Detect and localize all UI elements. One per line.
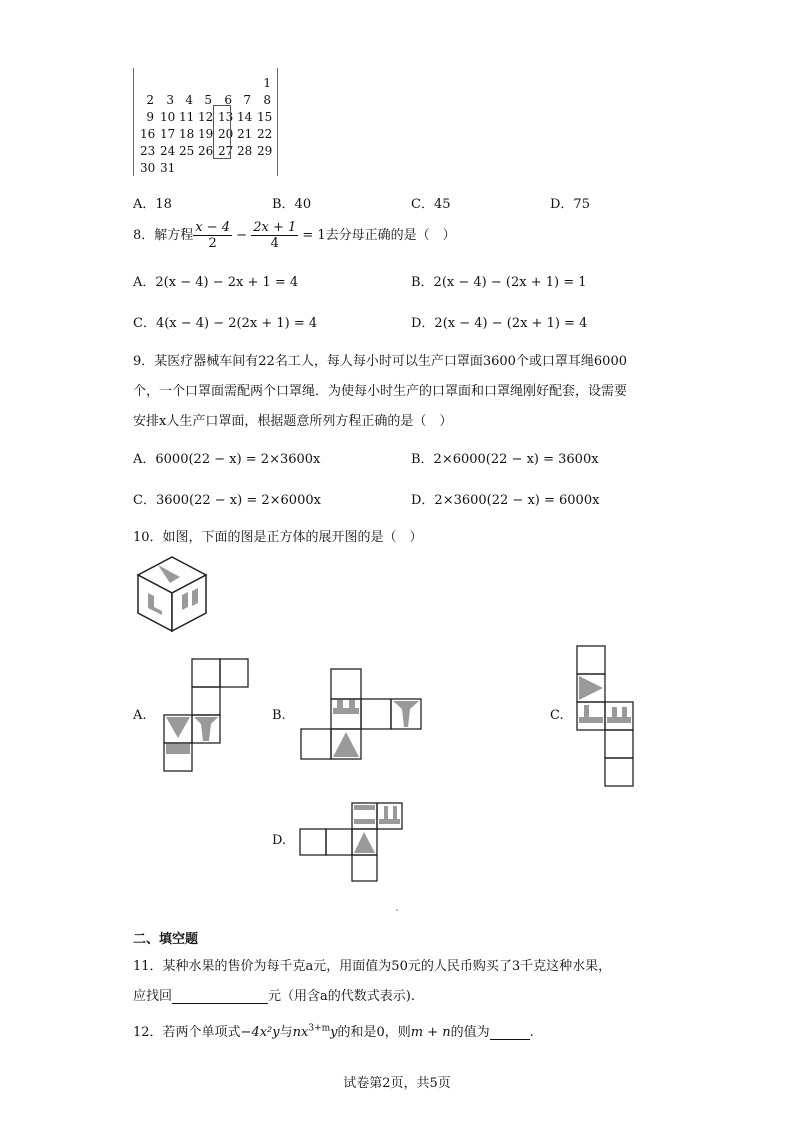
calendar-day: 29 [257,144,273,158]
calendar-day: 15 [257,110,273,124]
q12-monomial-2-tail: y [330,1025,338,1040]
calendar-day: 16 [140,127,156,141]
q11-line-2 [133,985,415,1004]
calendar-day: 21 [237,127,253,141]
calendar-day: 11 [179,110,195,124]
q10-label-c: C. [550,708,564,723]
q11-line-1: 11．某种水果的售价为每千克a元，用面值为50元的人民币购买了3千克这种水果， [133,959,612,974]
q12-expression: m + n [410,1025,451,1040]
net-option-b [300,668,426,760]
calendar-day: 28 [237,144,253,158]
calendar-day: 10 [160,110,176,124]
q7-option-b: B．40 [272,197,312,212]
calendar-day: 12 [198,110,214,124]
calendar-day: 30 [140,161,156,175]
net-option-c [576,645,638,787]
q9-line-2: 个，一个口罩面需配两个口罩绳．为使每小时生产的口罩面和口罩绳刚好配套，设需要 [133,384,628,399]
q9-option-a: A．6000(22 − x) = 2×3600x [133,452,321,467]
q8-option-a: A．2(x − 4) − 2x + 1 = 4 [133,275,299,290]
q8-f1-den: 2 [208,236,217,251]
q10-label-a: A. [133,708,147,723]
q8-stem: 8．解方程 $\frac{x - 4}{2}$ − $\frac{2x + 1}{4}$ = 1去分母正确的是（ ） [133,220,456,251]
q12-monomial-2-exp: 3+m [308,1023,331,1034]
q8-fraction-2 [251,220,298,251]
q7-option-c: C．45 [411,197,451,212]
calendar-day: 1 [263,76,271,90]
q10-label-d: D. [272,833,287,848]
calendar-day: 20 [218,127,234,141]
section-heading: 二、填空题 [133,932,199,947]
net-option-d [298,802,404,882]
calendar-day: 23 [140,144,156,158]
q9-option-c: C．3600(22 − x) = 2×6000x [133,493,321,508]
calendar-day: 24 [160,144,176,158]
q11-prefix: 应找回 [133,989,173,1004]
q12-text-4: 的值为 [450,1025,490,1040]
calendar-day: 17 [160,127,176,141]
q9-line-1: 9．某医疗器械车间有22名工人，每人每小时可以生产口罩面3600个或口罩耳绳6000 [133,354,627,369]
calendar-day: 2 [146,93,154,107]
net-option-a [162,658,252,772]
q11-answer-blank[interactable] [172,989,268,1004]
calendar-day: 9 [146,110,154,124]
q12-monomial-2-base: nx [292,1025,309,1040]
q8-option-b: B．2(x − 4) − (2x + 1) = 1 [411,275,587,290]
q8-fraction-1 [193,220,232,251]
calendar-day: 14 [237,110,253,124]
calendar-day: 19 [198,127,214,141]
q8-option-d: D．2(x − 4) − (2x + 1) = 4 [411,316,588,331]
page-footer: 试卷第2页，共5页 [343,1076,451,1091]
q10-label-b: B. [272,708,286,723]
q12-answer-blank[interactable] [490,1025,530,1040]
calendar-day: 26 [198,144,214,158]
calendar-day: 22 [257,127,273,141]
q11-suffix: 元（用含a的代数式表示). [268,989,415,1004]
q7-option-d: D．75 [550,197,590,212]
q12-text-5: . [529,1025,534,1040]
q10-stem: 10．如图，下面的图是正方体的展开图的是（ ） [133,530,423,545]
calendar-day: 18 [179,127,195,141]
calendar-day: 27 [218,144,234,158]
calendar-day: 31 [160,161,176,175]
q12-line [133,1021,534,1040]
calendar-day: 6 [224,93,232,107]
q8-suffix: = 1去分母正确的是（ ） [302,228,456,243]
calendar-day: 7 [243,93,251,107]
calendar-highlight-box [213,105,234,159]
calendar-day: 13 [218,110,234,124]
q8-f2-num: 2x + 1 [253,220,297,235]
calendar-grid [133,68,278,176]
q12-text-1: 12．若两个单项式 [133,1025,241,1040]
calendar-day: 3 [166,93,174,107]
q8-option-c: C．4(x − 4) − 2(2x + 1) = 4 [133,316,318,331]
q8-f1-num: x − 4 [195,220,231,235]
calendar-day: 5 [204,93,212,107]
q12-text-2: 与 [279,1025,293,1040]
cube-figure [136,555,208,633]
q7-option-a: A．18 [133,197,172,212]
q8-prefix: 8．解方程 [133,228,194,243]
calendar-day: 4 [185,93,193,107]
q9-option-d: D．2×3600(22 − x) = 6000x [411,493,600,508]
q12-text-3: 的和是0，则 [337,1025,411,1040]
q8-f2-den: 4 [270,236,279,251]
q9-option-b: B．2×6000(22 − x) = 3600x [411,452,599,467]
q12-monomial-1: −4x²y [240,1025,280,1040]
calendar-day: 25 [179,144,195,158]
calendar-day: 8 [263,93,271,107]
q9-line-3: 安排x人生产口罩面，根据题意所列方程正确的是（ ） [133,414,453,429]
stray-dot [396,909,398,911]
